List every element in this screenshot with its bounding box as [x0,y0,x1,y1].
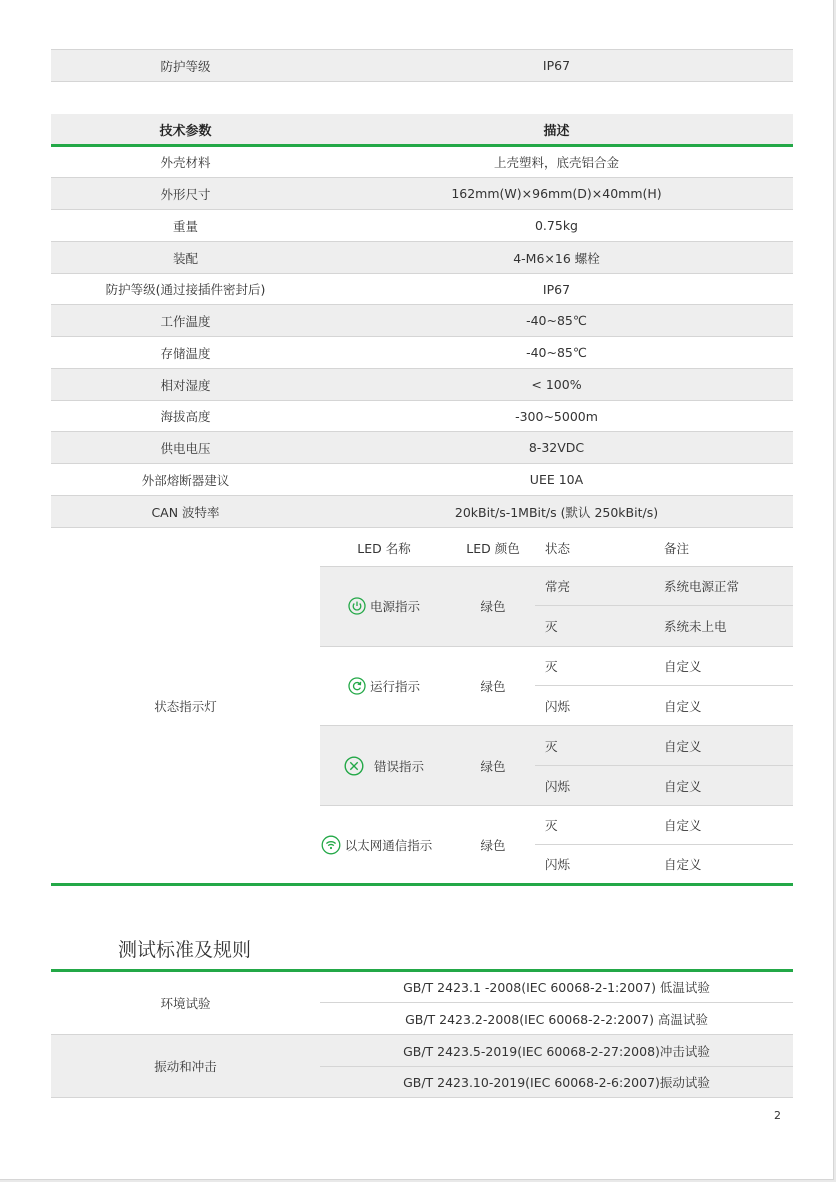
led-name-error: 错误指示 [320,726,448,805]
led-color: 绿色 [480,838,506,853]
led-state: 灭 [545,619,558,634]
error-icon [344,756,364,776]
table-row: 工作温度 -40~85℃ [51,305,793,337]
table-row: 存储温度 -40~85℃ [51,337,793,369]
led-note: 系统未上电 [664,619,727,634]
header-desc: 描述 [543,123,570,139]
test-item: GB/T 2423.1 -2008(IEC 60068-2-1:2007) 低温试验 [403,980,710,995]
table-row: 相对湿度 < 100% [51,369,793,401]
led-state: 灭 [545,738,558,754]
wifi-icon [321,835,341,855]
table-row: 外壳材料 上壳塑料，底壳铝合金 [51,147,793,178]
separator [51,1097,793,1098]
led-note: 自定义 [664,818,702,833]
led-section-label: 状态指示灯 [154,699,217,714]
test-item: GB/T 2423.2-2008(IEC 60068-2-2:2007) 高温试验 [405,1011,708,1027]
led-name-power: 电源指示 [320,566,448,646]
led-name-ethernet: 以太网通信指示 [305,806,448,884]
led-note: 自定义 [664,698,702,714]
led-name-run: 运行指示 [320,646,448,725]
led-note: 自定义 [664,738,702,754]
table-row: 外部熔断器建议 UEE 10A [51,464,793,496]
table-row: CAN 波特率 20kBit/s-1MBit/s (默认 250kBit/s) [51,496,793,528]
protection-value: IP67 [542,58,571,73]
led-col-note: 备注 [664,541,690,556]
led-col-color: LED 颜色 [466,541,520,556]
table-row: 重量 0.75kg [51,210,793,242]
table-row: 供电电压 8-32VDC [51,432,793,464]
led-state: 闪烁 [545,857,571,872]
led-color: 绿色 [480,758,506,774]
led-state: 灭 [545,658,558,674]
test-group-label: 振动和冲击 [154,1059,217,1074]
page-number: 2 [774,1109,781,1122]
header-param: 技术参数 [159,123,212,139]
led-col-name: LED 名称 [357,541,411,556]
led-note: 自定义 [664,778,702,794]
led-color: 绿色 [480,678,506,694]
protection-row [51,50,793,82]
test-group-label: 环境试验 [160,996,211,1011]
table-row: 防护等级(通过接插件密封后) IP67 [51,274,793,305]
led-note: 自定义 [664,857,702,872]
table-row: 外形尺寸 162mm(W)×96mm(D)×40mm(H) [51,178,793,210]
led-color: 绿色 [480,599,506,614]
led-state: 闪烁 [545,778,571,794]
table-row: 装配 4-M6×16 螺栓 [51,242,793,274]
led-note: 自定义 [664,658,702,674]
led-state: 常亮 [545,578,571,594]
tech-table-header [51,114,793,144]
led-col-state: 状态 [545,541,571,556]
refresh-icon [348,677,366,695]
led-state: 灭 [545,818,558,833]
protection-label: 防护等级 [160,58,211,74]
table-row: 海拔高度 -300~5000m [51,401,793,432]
led-note: 系统电源正常 [664,578,740,594]
table-bottom-green-line [51,883,793,886]
power-icon [348,597,366,615]
section-title: 测试标准及规则 [118,939,252,961]
test-item: GB/T 2423.10-2019(IEC 60068-2-6:2007)振动试验 [403,1075,710,1090]
led-state: 闪烁 [545,698,571,714]
test-item: GB/T 2423.5-2019(IEC 60068-2-27:2008)冲击试验 [403,1043,710,1059]
